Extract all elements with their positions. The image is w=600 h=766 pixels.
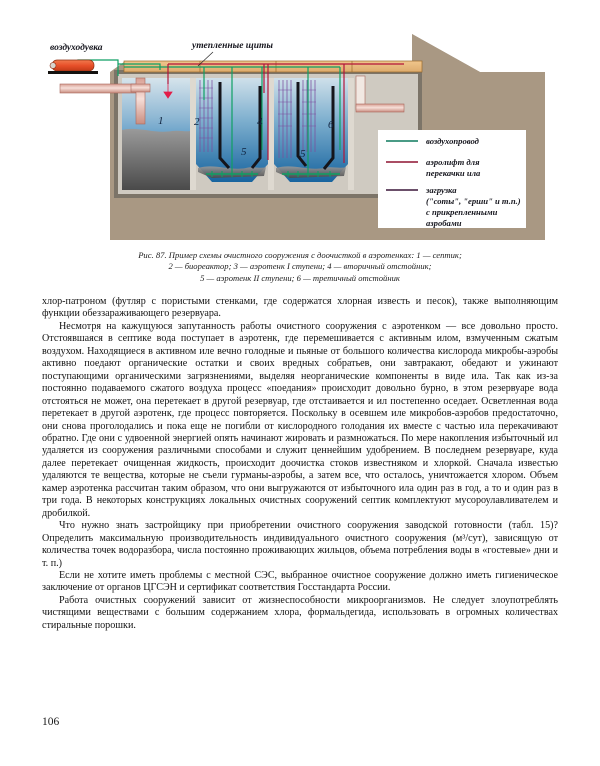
caption-line-2: 2 — биореактор; 3 — аэротенк I ступени; 4 — вторичный отстойник; (168, 261, 432, 272)
figure-illustration (0, 0, 600, 245)
label-blower: воздуходувка (50, 43, 103, 53)
label-insulated-panels: утепленные щиты (192, 41, 273, 51)
tank-number-5b: 5 (300, 148, 306, 160)
tank-number-6: 6 (328, 119, 334, 131)
paragraph-4: Если не хотите иметь проблемы с местной СЭС, выбранное очистное сооружение должно иметь гигиеническое заключение от органов ЦГСЭН и сертификат соответствия Госстандарта России. (42, 569, 558, 594)
figure-caption (44, 250, 556, 284)
chamber-aerotank-2 (274, 78, 348, 182)
chamber-septic (122, 78, 190, 190)
page-number: 106 (42, 716, 60, 728)
legend (378, 130, 526, 228)
tank-number-2: 2 (194, 116, 200, 128)
legend-label-media-0: загрузка (426, 185, 457, 195)
caption-line-1: Рис. 87. Пример схемы очистного сооружения с доочисткой в аэротенках: 1 — септик; (138, 250, 462, 260)
tank-number-5a: 5 (241, 146, 247, 158)
paragraph-1: хлор-патроном (футляр с пористыми стенками, где содержатся хлорная известь и песок), также выполняющим функции обеззараживающего резервуара. (42, 296, 558, 320)
caption-line-3: 5 — аэротенк II ступени; 6 — третичный отстойник (200, 272, 400, 283)
body-text (42, 296, 558, 632)
tank-number-4: 4 (257, 116, 263, 128)
legend-label-media-2: с прикрепленными (426, 207, 498, 217)
legend-label-airlift-0: аэролифт для (426, 157, 480, 167)
paragraph-2: Несмотря на кажущуюся запутанность работы очистного сооружения с аэротенком — все довольно просто. Отстоявшаяся в септике вода поступает в аэротенк, где перемешивается с активным илом, взмученным сжатым воздухом. Находящиеся в активном иле вечно голодные и пьяные от большого количества кислорода микробы-аэробы активно поедают органические остатки и своих вредных собратьев, они завтракают, обедают и ужинают поступающими органическими загрязнениями, выделяя неорганические компоненты в виде ила. Так как из-за постоянно подаваемого сжатого воздуха процесс «поедания» происходит довольно бурно, в этом резервуаре вода отстояться не может, она перетекает в другой резервуар, где отстаивается и ил постепенно оседает. Осветленная вода перетекает в другой аэротенк, где процесс повторяется. Поскольку в осевшем иле микробов-аэробов предостаточно, они снова проголодались и пока еще не погибли от кислородного голодания их вместе с частью ила перекачивают обратно. Где они с удвоенной энергией опять начинают жировать и размножаться. По мере накопления избыточный ил удаляется из сооружения различными способами и служит ценнейшим удобрением. В последнем резервуаре, куда далее перетекает очищенная жидкость, происходит доочистка стоков известняком и хлоркой. Сначала известью удаляются те вещества, которые не съели гурманы-аэробы, а затем все, что осталось, уничтожается хлором. Объем камер аэротенка рассчитан таким образом, что они выгружаются от избыточного ила один раз в год, а то и один раз в три года. В некоторых конструкциях локальных очистных сооружений септик комплектуют мусороулавливателем и дробилкой. (42, 320, 558, 519)
treatment-plant-diagram (0, 0, 600, 245)
legend-label-air-0: воздухопровод (426, 136, 479, 146)
paragraph-3: Что нужно знать застройщику при приобретении очистного сооружения заводской готовности (табл. 15)? Определить максимальную производительность индивидуального очистного сооружения (м³/сут), зависящую от количества точек водоразбора, числа постоянно проживающих жильцов, объема потребления воды в «гостевые» дни и т. п.) (42, 520, 558, 569)
blower-unit (48, 60, 98, 74)
inlet-pipe (60, 78, 150, 124)
tank-number-1: 1 (158, 115, 164, 127)
legend-label-airlift-1: перекачки ила (426, 168, 481, 178)
paragraph-5: Работа очистных сооружений зависит от жизнеспособности микроорганизмов. Не следует злоупотреблять чистящими веществами с большим содержанием хлора, формальдегида, использовать в огромных количествах стиральные порошки. (42, 594, 558, 631)
legend-label-media-1: ("соты", "ерши" и т.п.) (426, 196, 521, 206)
legend-label-media-3: азробами (426, 218, 462, 228)
